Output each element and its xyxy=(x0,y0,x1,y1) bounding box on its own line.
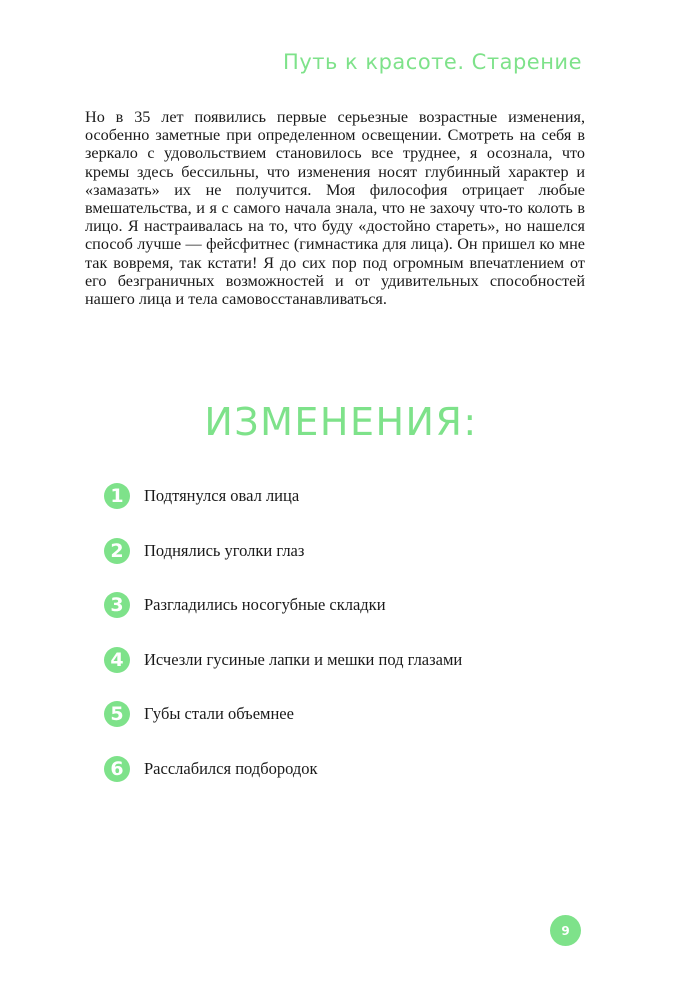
list-item xyxy=(104,590,462,620)
list-item xyxy=(104,645,462,675)
number-badge: 3 xyxy=(104,592,130,618)
number-badge: 1 xyxy=(104,483,130,509)
list-item-text: Расслабился подбородок xyxy=(144,758,318,778)
number-badge: 5 xyxy=(104,701,130,727)
list-item xyxy=(104,481,462,511)
list-item xyxy=(104,699,462,729)
list-item-text: Исчезли гусиные лапки и мешки под глазами xyxy=(144,649,463,669)
running-header: Путь к красоте. Старение xyxy=(283,50,582,74)
list-item xyxy=(104,536,462,566)
list-item-text: Подтянулся овал лица xyxy=(144,486,300,505)
list-item-text: Разгладились носогубные складки xyxy=(144,595,386,615)
body-paragraph: Но в 35 лет появились первые серьезные возрастные изменения, особенно заметные при определенном освещении. Смотреть на себя в зеркало с удовольствием становилось все труднее, я осознала, что кремы здесь бессильны, что изменения носят глубинный характер и «замазать» их не получится. Моя философия отрицает любые вмешательства, и я с самого начала знала, что не захочу что-то колоть в лицо. Я настраивалась на то, что буду «достойно стареть», но нашелся способ лучше — фейсфитнес (гимнастика для лица). Он пришел ко мне так вовремя, так кстати! Я до сих пор под огромным впечатлением от его безграничных возможностей и от удивительных способностей нашего лица и тела самовосстанавливаться. xyxy=(85,108,585,309)
section-heading: ИЗМЕНЕНИЯ: xyxy=(204,400,478,444)
number-badge: 2 xyxy=(104,538,130,564)
list-item-text: Губы стали объемнее xyxy=(144,704,294,724)
page-number: 9 xyxy=(550,915,581,946)
changes-list xyxy=(104,481,462,809)
number-badge: 4 xyxy=(104,647,130,673)
list-item-text: Поднялись уголки глаз xyxy=(144,540,305,560)
number-badge: 6 xyxy=(104,756,130,782)
list-item xyxy=(104,754,462,784)
